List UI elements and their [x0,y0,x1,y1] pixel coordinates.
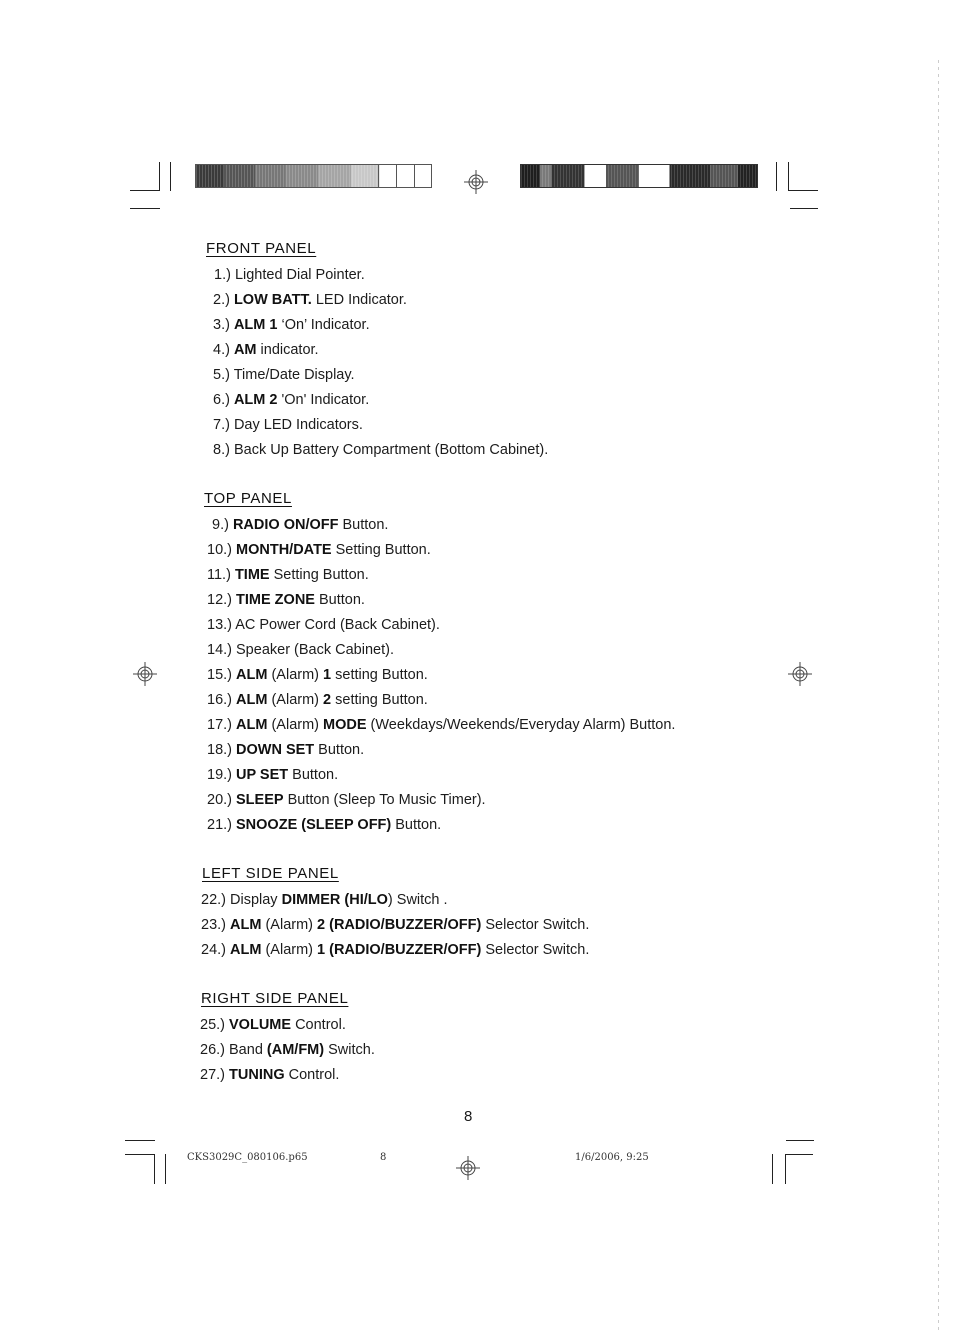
item-number: 14.) [207,642,237,658]
item-label: setting Button. [331,692,428,708]
item-number: 2.) [213,292,234,308]
calibration-bar-left [195,164,432,188]
item-label-bold: MODE [323,717,367,733]
item-number: 25.) [200,1017,230,1033]
item-label-bold: ALM [230,917,262,933]
list-item [213,416,363,434]
list-item [207,641,394,659]
registration-mark-right-icon [786,660,814,688]
scan-edge-line [938,60,939,1330]
item-label-bold: SLEEP [236,792,284,808]
footer-page: 8 [380,1152,387,1163]
section-heading-front-panel: FRONT PANEL [206,240,317,257]
item-label: ‘On’ Indicator. [277,317,370,333]
item-label: Button (Sleep To Music Timer). [283,792,486,808]
list-item [200,1041,375,1059]
list-item [207,766,338,784]
item-label-bold: 1 [323,667,332,683]
item-label: Button. [314,742,365,758]
item-number: 9.) [212,517,233,533]
list-item [213,391,369,409]
item-label: Control. [291,1017,346,1033]
item-label: Speaker (Back Cabinet). [236,642,394,658]
section-heading-left-side-panel: LEFT SIDE PANEL [202,865,339,882]
crop-mark-top-right-v2 [788,162,789,191]
item-label: AC Power Cord (Back Cabinet). [235,617,440,633]
item-label: Time/Date Display. [233,367,355,383]
item-label: Lighted Dial Pointer. [234,267,365,283]
registration-mark-top-icon [462,168,490,196]
crop-mark-top-left-h2 [130,208,160,209]
registration-mark-left-icon [131,660,159,688]
item-label: Button. [314,592,365,608]
list-item [213,441,548,459]
item-label-bold: (AM/FM) [266,1042,325,1058]
list-item [207,691,428,709]
section-heading-right-side-panel: RIGHT SIDE PANEL [201,990,349,1007]
item-number: 24.) [201,942,231,958]
section-heading-top-panel: TOP PANEL [204,490,292,507]
list-item [207,791,486,809]
list-item [213,341,319,359]
item-number: 10.) [207,542,237,558]
crop-mark-bottom-left-v2 [165,1154,166,1184]
footer-filename: CKS3029C_080106.p65 [187,1152,308,1163]
item-label-bold: DOWN SET [236,742,315,758]
item-label: Button. [288,767,339,783]
item-number: 4.) [213,342,234,358]
list-item [201,891,448,909]
item-label: (Weekdays/Weekends/Everyday Alarm) Button. [366,717,676,733]
item-number: 20.) [207,792,237,808]
item-label-bold: TIME ZONE [236,592,315,608]
item-label: (Alarm) [261,917,318,933]
item-number: 12.) [207,592,237,608]
list-item [214,266,365,284]
item-label: Setting Button. [331,542,431,558]
list-item [207,591,365,609]
item-label: indicator. [256,342,319,358]
item-label: Setting Button. [269,567,369,583]
item-label: Button. [338,517,389,533]
item-number: 17.) [207,717,237,733]
item-number: 15.) [207,667,237,683]
list-item [207,566,369,584]
list-item [207,816,441,834]
list-item [201,941,589,959]
item-number: 13.) [207,617,236,633]
item-label-bold: AM [233,342,257,358]
item-number: 3.) [213,317,234,333]
item-label: Band [229,1042,267,1058]
crop-mark-bottom-left-h2 [125,1154,155,1155]
item-label: Selector Switch. [481,942,590,958]
crop-mark-bottom-right-v2 [785,1154,786,1184]
list-item [201,916,589,934]
item-number: 21.) [207,817,237,833]
crop-mark-top-left-v [159,162,160,191]
item-label-bold: TUNING [229,1067,285,1083]
list-item [207,716,675,734]
item-number: 18.) [207,742,237,758]
item-label-bold: VOLUME [229,1017,292,1033]
item-label: setting Button. [331,667,428,683]
list-item [207,541,431,559]
item-label: Back Up Battery Compartment (Bottom Cabinet). [233,442,549,458]
registration-mark-bottom-icon [454,1154,482,1182]
item-label: LED Indicator. [311,292,407,308]
crop-mark-top-right-h2 [790,208,818,209]
item-label-bold: 1 (RADIO/BUZZER/OFF) [317,942,482,958]
list-item [213,366,355,384]
item-label: Display [230,892,282,908]
calibration-bar-right [520,164,758,188]
item-number: 27.) [200,1067,230,1083]
item-label: Selector Switch. [481,917,590,933]
item-label: (Alarm) [267,717,324,733]
item-number: 6.) [213,392,234,408]
item-label-bold: ALM [230,942,262,958]
item-label-bold: ALM [236,692,268,708]
list-item [200,1016,346,1034]
crop-mark-top-left-h [130,190,160,191]
item-label-bold: MONTH/DATE [236,542,332,558]
item-label: Button. [391,817,442,833]
list-item [213,316,370,334]
list-item [200,1066,339,1084]
item-label: (Alarm) [267,692,324,708]
item-number: 5.) [213,367,234,383]
list-item [212,516,388,534]
item-label-bold: ALM [236,667,268,683]
item-number: 22.) [201,892,231,908]
item-label-bold: LOW BATT. [233,292,312,308]
list-item [207,616,440,634]
item-number: 16.) [207,692,237,708]
crop-mark-bottom-left-h [125,1140,155,1141]
item-label-bold: SNOOZE (SLEEP OFF) [236,817,392,833]
item-label: Switch. [324,1042,375,1058]
item-label-bold: ALM 1 [233,317,278,333]
item-number: 8.) [213,442,234,458]
item-label-bold: DIMMER (HI/LO [281,892,388,908]
list-item [207,741,364,759]
crop-mark-bottom-left-v [154,1154,155,1184]
item-label: Day LED Indicators. [233,417,363,433]
item-number: 23.) [201,917,231,933]
item-label: (Alarm) [267,667,324,683]
item-number: 7.) [213,417,234,433]
item-number: 1.) [214,267,235,283]
crop-mark-bottom-right-v [772,1154,773,1184]
item-label-bold: UP SET [236,767,289,783]
item-label: (Alarm) [261,942,318,958]
item-number: 11.) [207,567,235,583]
item-label: Control. [284,1067,340,1083]
item-label: 'On' Indicator. [277,392,370,408]
crop-mark-bottom-right-h [786,1140,814,1141]
footer-datetime: 1/6/2006, 9:25 [575,1152,649,1163]
item-label: ) Switch . [387,892,448,908]
crop-mark-top-left-v2 [170,162,171,191]
item-label-bold: ALM [236,717,268,733]
list-item [213,291,407,309]
page-number: 8 [464,1108,473,1125]
crop-mark-top-right-h [788,190,818,191]
item-label-bold: TIME [234,567,270,583]
item-number: 19.) [207,767,237,783]
crop-mark-top-right-v [776,162,777,191]
list-item [207,666,428,684]
item-label-bold: 2 [323,692,332,708]
item-number: 26.) [200,1042,230,1058]
item-label-bold: 2 (RADIO/BUZZER/OFF) [317,917,482,933]
item-label-bold: ALM 2 [233,392,278,408]
item-label-bold: RADIO ON/OFF [232,517,339,533]
crop-mark-bottom-right-h2 [785,1154,813,1155]
